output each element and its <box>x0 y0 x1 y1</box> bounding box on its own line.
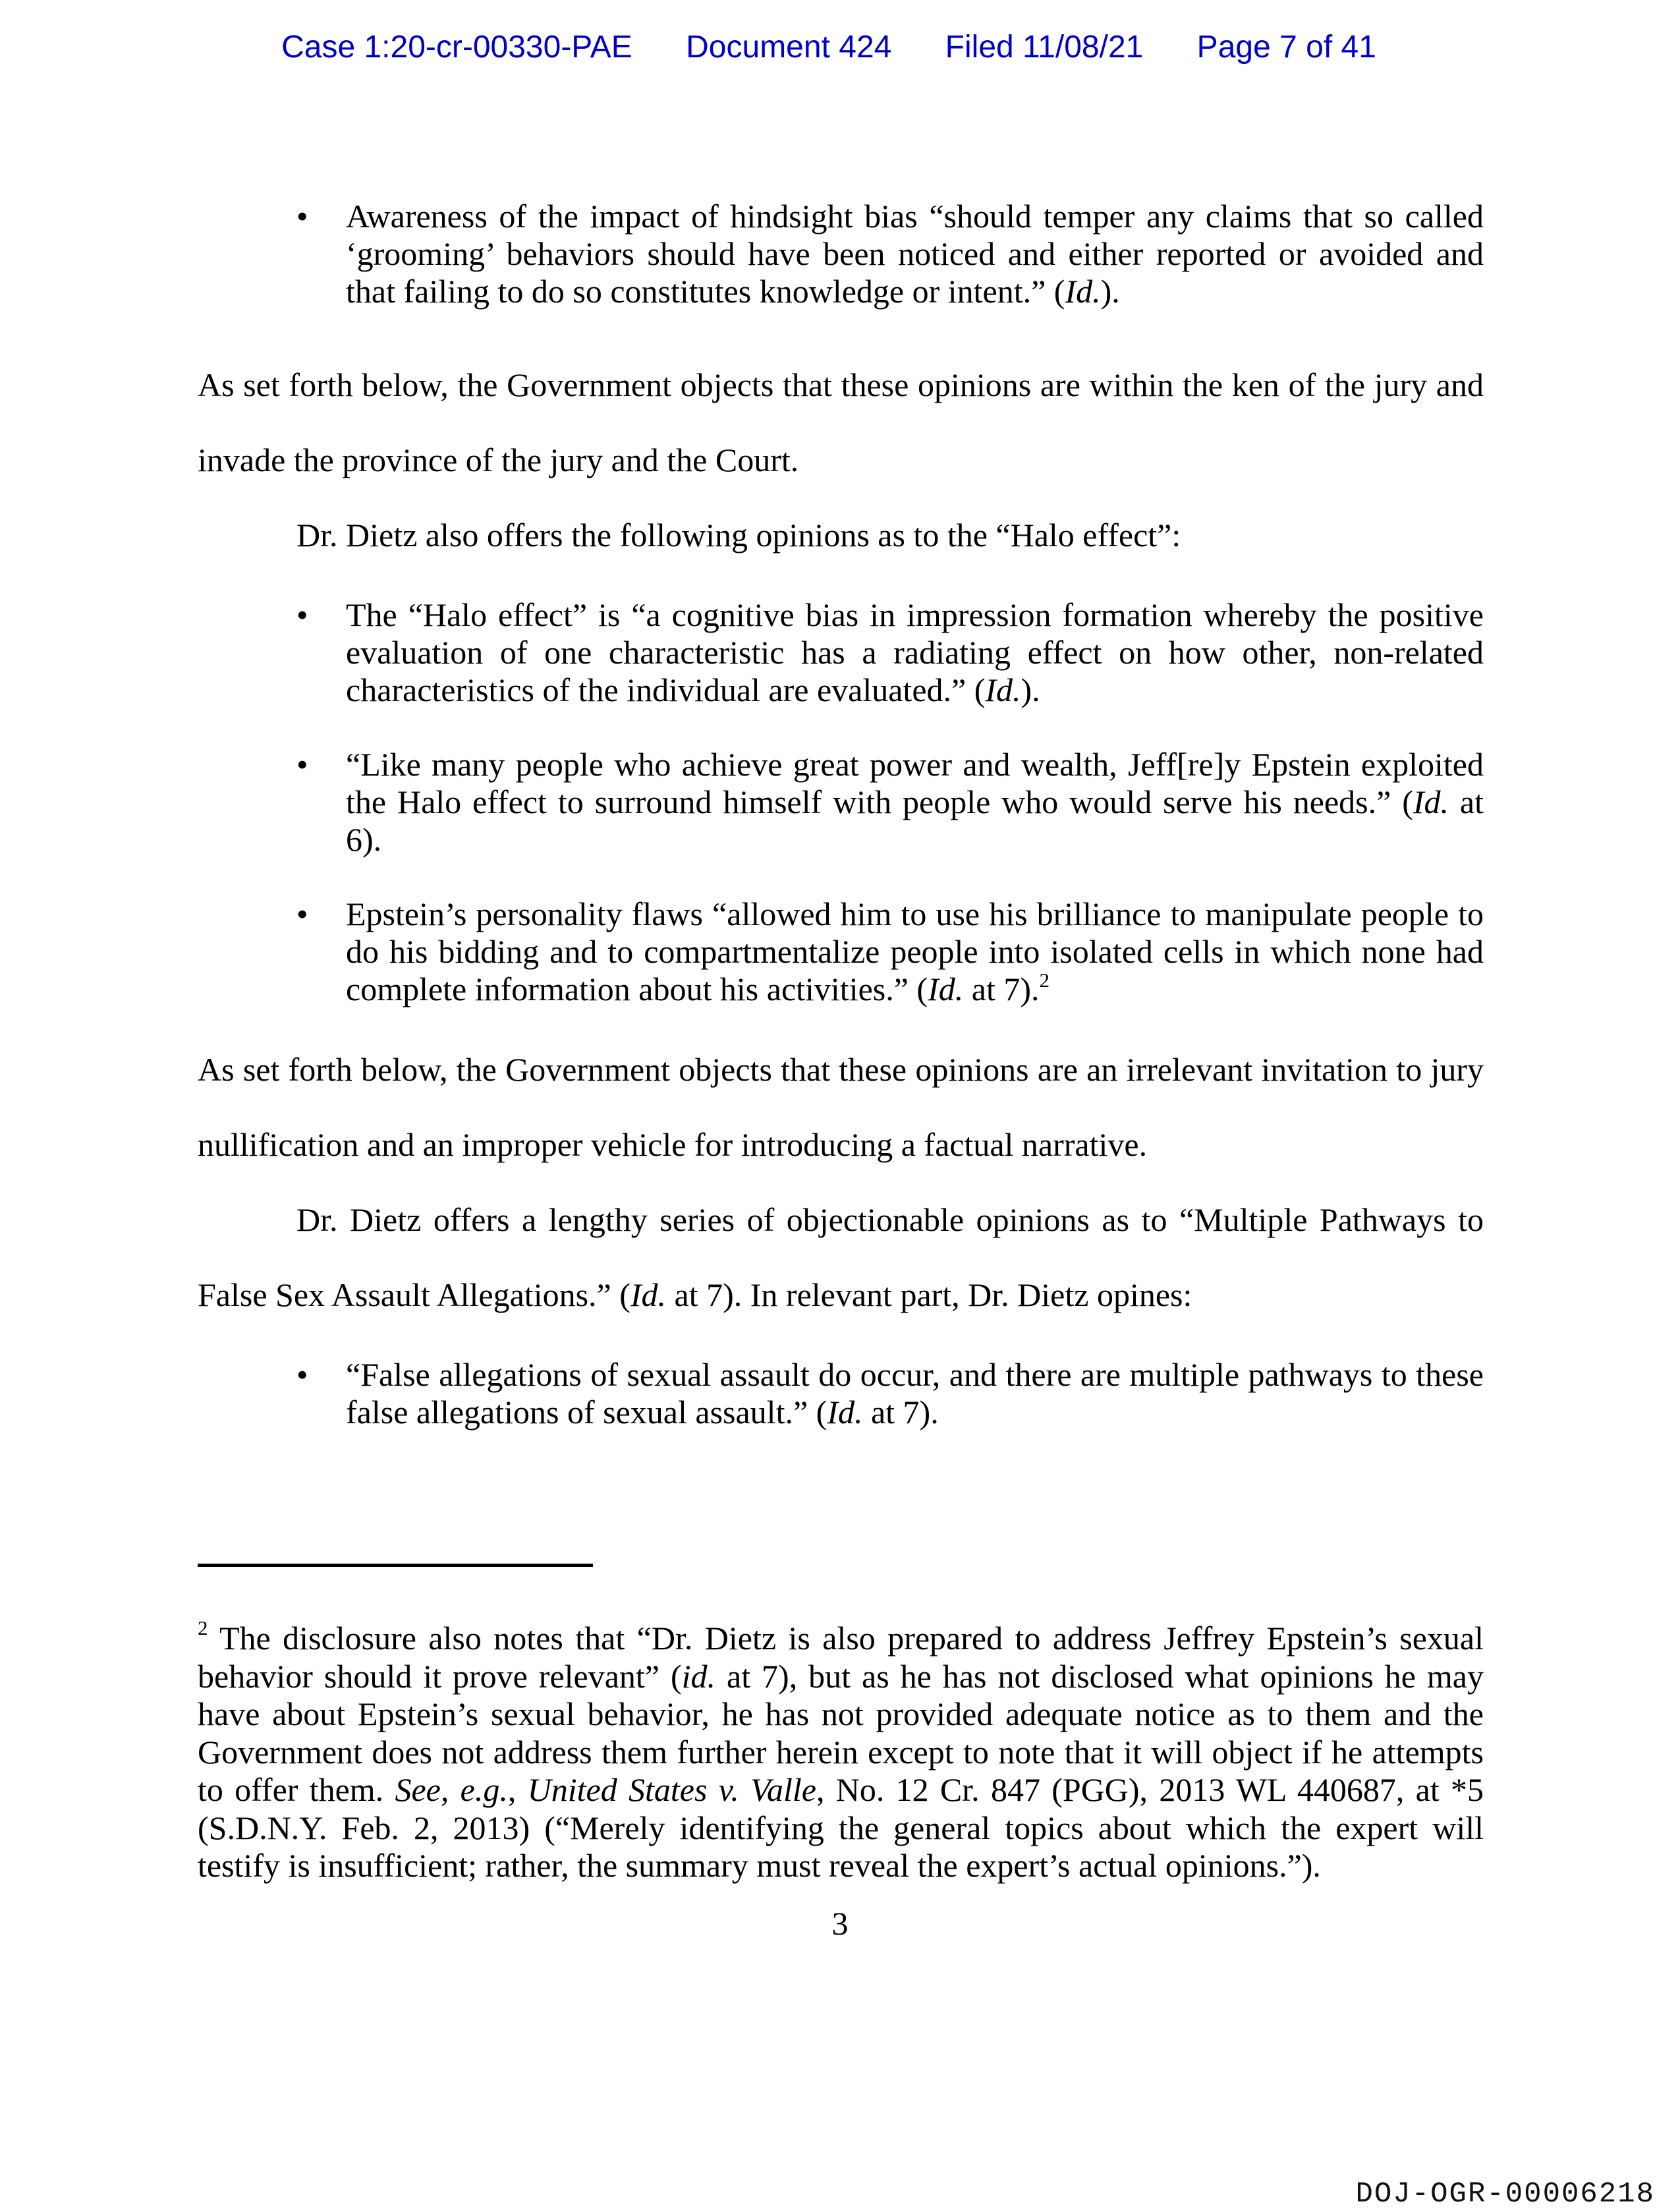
bullet-item: • Epstein’s personality flaws “allowed him to use his brilliance to manipulate people to do his bidding and to compartmentalize people into isolated cells in which none had complete information about his activities.” (Id. at 7).$^2$ <box>296 895 1484 1007</box>
bullet-item: • “Like many people who achieve great power and wealth, Jeff[re]y Epstein exploited the Halo effect to surround himself with people who would serve his needs.” (Id. at 6). <box>296 746 1484 858</box>
footnote-number: 2 <box>198 1616 208 1639</box>
citation: Id. <box>1413 783 1449 820</box>
citation: Id. <box>1065 273 1101 310</box>
bullet-item: • Awareness of the impact of hindsight bias “should temper any claims that so called ‘grooming’ behaviors should have been noticed and either reported or avoided and that failing to do so constitutes knowledge or intent.” (Id.). <box>296 198 1484 310</box>
document-body <box>198 198 1484 1431</box>
footnote-divider <box>198 1564 593 1567</box>
citation: Id. <box>928 971 964 1007</box>
bullet-icon: • <box>296 1356 308 1393</box>
paragraph: As set forth below, the Government objects that these opinions are within the ken of the jury and invade the province of the jury and the Court. <box>198 366 1484 478</box>
page-indicator: Page 7 of 41 <box>1196 30 1376 65</box>
bullet-icon: • <box>296 895 308 932</box>
bullet-icon: • <box>296 596 308 633</box>
bullet-icon: • <box>296 746 308 783</box>
bullet-item: • The “Halo effect” is “a cognitive bias in impression formation whereby the positive evaluation of one characteristic has a radiating effect on how other, non-related characteristics of the individual are evaluated.” (Id.). <box>296 596 1484 708</box>
citation: Id. <box>827 1394 863 1431</box>
citation: Id. <box>630 1276 667 1313</box>
paragraph: As set forth below, the Government objects that these opinions are an irrelevant invitation to jury nullification and an improper vehicle for introducing a factual narrative. <box>198 1051 1484 1163</box>
paragraph: Dr. Dietz also offers the following opinions as to the “Halo effect”: <box>296 517 1181 553</box>
page-number: 3 <box>831 1905 849 1942</box>
document-number: Document 424 <box>686 30 892 65</box>
ecf-header <box>0 29 1680 65</box>
paragraph: Dr. Dietz offers a lengthy series of objectionable opinions as to “Multiple Pathways to False Sex Assault Allegations.” (Id. at 7). In relevant part, Dr. Dietz opines: <box>198 1201 1484 1313</box>
filed-date: Filed 11/08/21 <box>945 30 1144 65</box>
case-number: Case 1:20-cr-00330-PAE <box>281 30 632 65</box>
case-name: United States v. Valle <box>527 1771 816 1808</box>
citation: Id. <box>985 671 1021 708</box>
bullet-item: • “False allegations of sexual assault do occur, and there are multiple pathways to these false allegations of sexual assault.” (Id. at 7). <box>296 1356 1484 1431</box>
footnote-reference[interactable]: 2 <box>1039 969 1050 992</box>
bates-number: DOJ-OGR-00006218 <box>1355 2178 1655 2211</box>
footnote: $^2$ The disclosure also notes that “Dr. Dietz is also prepared to address Jeffrey Epstein’s sexual behavior should it prove relevant” (id. at 7), but as he has not disclosed what opinions he may have about Epstein’s sexual behavior, he has not provided adequate notice as to them and the Government does not address them further herein except to note that it will object if he attempts to offer them. See, e.g., United States v. Valle, No. 12 Cr. 847 (PGG), 2013 WL 440687, at *5 (S.D.N.Y. Feb. 2, 2013) (“Merely identifying the general topics about which the expert will testify is insufficient; rather, the summary must reveal the expert’s actual opinions.”). <box>198 1616 1484 1884</box>
bullet-icon: • <box>296 198 308 235</box>
signal: See, e.g. <box>395 1771 508 1808</box>
